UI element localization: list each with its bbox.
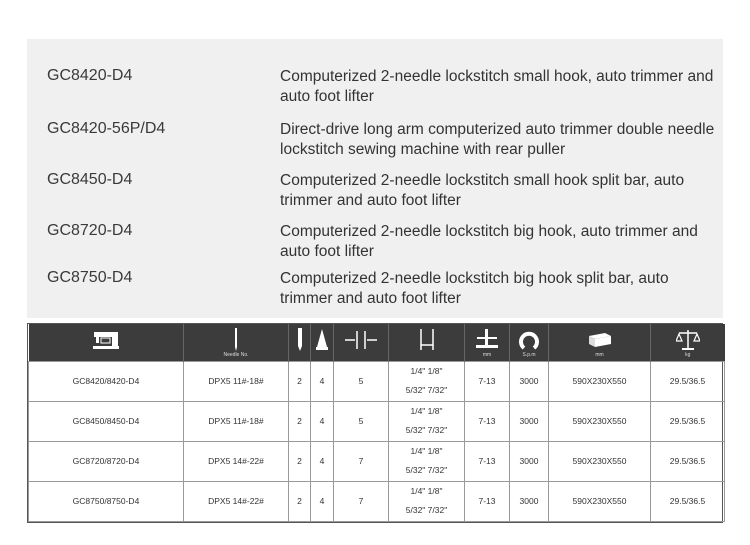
gauge-line: 1/4" 1/8" — [410, 486, 443, 497]
needle-count-icon — [296, 328, 304, 352]
cell-model: GC8450/8450-D4 — [29, 401, 184, 441]
models-panel — [27, 39, 723, 318]
cell-weight: 29.5/36.5 — [651, 481, 725, 521]
model-description: Computerized 2-needle lockstitch small hook, auto trimmer and auto foot lifter — [280, 68, 714, 105]
gauge-line: 5/32" 7/32" — [405, 505, 448, 516]
table-row — [29, 361, 725, 401]
cell-bobbin: 4 — [311, 481, 334, 521]
header-package-size — [549, 324, 651, 361]
cell-weight: 29.5/36.5 — [651, 401, 725, 441]
model-description: Computerized 2-needle lockstitch small hook split bar, auto trimmer and auto foot lifter — [280, 172, 685, 209]
cell-lift: 7-13 — [465, 441, 510, 481]
header-label: mm — [595, 351, 604, 358]
table-row — [29, 401, 725, 441]
cell-gauge — [389, 361, 465, 401]
cell-speed: 3000 — [510, 441, 549, 481]
header-needle-count — [289, 324, 311, 361]
header-stitch-length — [334, 324, 389, 361]
presser-foot-lift-icon — [475, 329, 499, 351]
cell-bobbin: 4 — [311, 361, 334, 401]
header-speed — [510, 324, 549, 361]
gauge-line: 5/32" 7/32" — [405, 425, 448, 436]
header-presser-foot-lift — [465, 324, 510, 361]
header-model — [29, 324, 184, 361]
cell-needles: 2 — [289, 441, 311, 481]
cell-lift: 7-13 — [465, 361, 510, 401]
cell-bobbin: 4 — [311, 441, 334, 481]
needle-icon — [231, 328, 241, 352]
gauge-line: 1/4" 1/8" — [410, 366, 443, 377]
table-row — [29, 481, 725, 521]
cell-lift: 7-13 — [465, 481, 510, 521]
speed-icon — [518, 329, 540, 351]
cell-gauge — [389, 401, 465, 441]
header-needle — [184, 324, 289, 361]
model-description: Direct-drive long arm computerized auto trimmer double needle lockstitch sewing machine with rear puller — [280, 121, 715, 158]
table-header-row — [29, 324, 725, 361]
header-label: kg — [685, 351, 691, 358]
model-code: GC8420-56P/D4 — [47, 120, 166, 137]
cell-size: 590X230X550 — [549, 401, 651, 441]
model-code: GC8420-D4 — [47, 67, 133, 84]
model-code: GC8450-D4 — [47, 171, 133, 188]
cell-size: 590X230X550 — [549, 361, 651, 401]
cell-needles: 2 — [289, 481, 311, 521]
cell-model: GC8750/8750-D4 — [29, 481, 184, 521]
cell-needle: DPX5 14#-22# — [184, 441, 289, 481]
cell-stitch: 5 — [334, 401, 389, 441]
cell-stitch: 7 — [334, 481, 389, 521]
needle-gauge-icon — [418, 329, 436, 351]
gauge-line: 1/4" 1/8" — [410, 446, 443, 457]
cell-size: 590X230X550 — [549, 441, 651, 481]
gauge-line: 1/4" 1/8" — [410, 406, 443, 417]
package-box-icon — [587, 331, 613, 349]
cell-stitch: 7 — [334, 441, 389, 481]
model-description: Computerized 2-needle lockstitch big hook split bar, auto trimmer and auto foot lifter — [280, 270, 669, 307]
bobbin-icon — [316, 329, 328, 351]
table-row — [29, 441, 725, 481]
header-weight — [651, 324, 725, 361]
cell-gauge — [389, 481, 465, 521]
model-description: Computerized 2-needle lockstitch big hook, auto trimmer and auto foot lifter — [280, 223, 698, 260]
spec-table — [27, 323, 723, 523]
cell-needle: DPX5 14#-22# — [184, 481, 289, 521]
cell-needle: DPX5 11#-18# — [184, 401, 289, 441]
cell-speed: 3000 — [510, 361, 549, 401]
cell-weight: 29.5/36.5 — [651, 361, 725, 401]
cell-speed: 3000 — [510, 401, 549, 441]
gauge-line: 5/32" 7/32" — [405, 385, 448, 396]
sewing-machine-icon — [91, 329, 121, 351]
header-needle-gauge — [389, 324, 465, 361]
cell-needles: 2 — [289, 361, 311, 401]
header-bobbin — [311, 324, 334, 361]
model-code: GC8720-D4 — [47, 222, 133, 239]
cell-stitch: 5 — [334, 361, 389, 401]
cell-gauge — [389, 441, 465, 481]
cell-model: GC8420/8420-D4 — [29, 361, 184, 401]
cell-lift: 7-13 — [465, 401, 510, 441]
cell-model: GC8720/8720-D4 — [29, 441, 184, 481]
weight-scale-icon — [676, 329, 700, 351]
cell-needles: 2 — [289, 401, 311, 441]
header-label: S.p.m — [522, 351, 536, 358]
cell-speed: 3000 — [510, 481, 549, 521]
gauge-line: 5/32" 7/32" — [405, 465, 448, 476]
cell-bobbin: 4 — [311, 401, 334, 441]
header-label: Needle No. — [223, 351, 249, 358]
cell-needle: DPX5 11#-18# — [184, 361, 289, 401]
header-label: mm — [482, 351, 492, 358]
model-code: GC8750-D4 — [47, 269, 133, 286]
stitch-length-icon — [344, 330, 378, 350]
cell-weight: 29.5/36.5 — [651, 441, 725, 481]
cell-size: 590X230X550 — [549, 481, 651, 521]
